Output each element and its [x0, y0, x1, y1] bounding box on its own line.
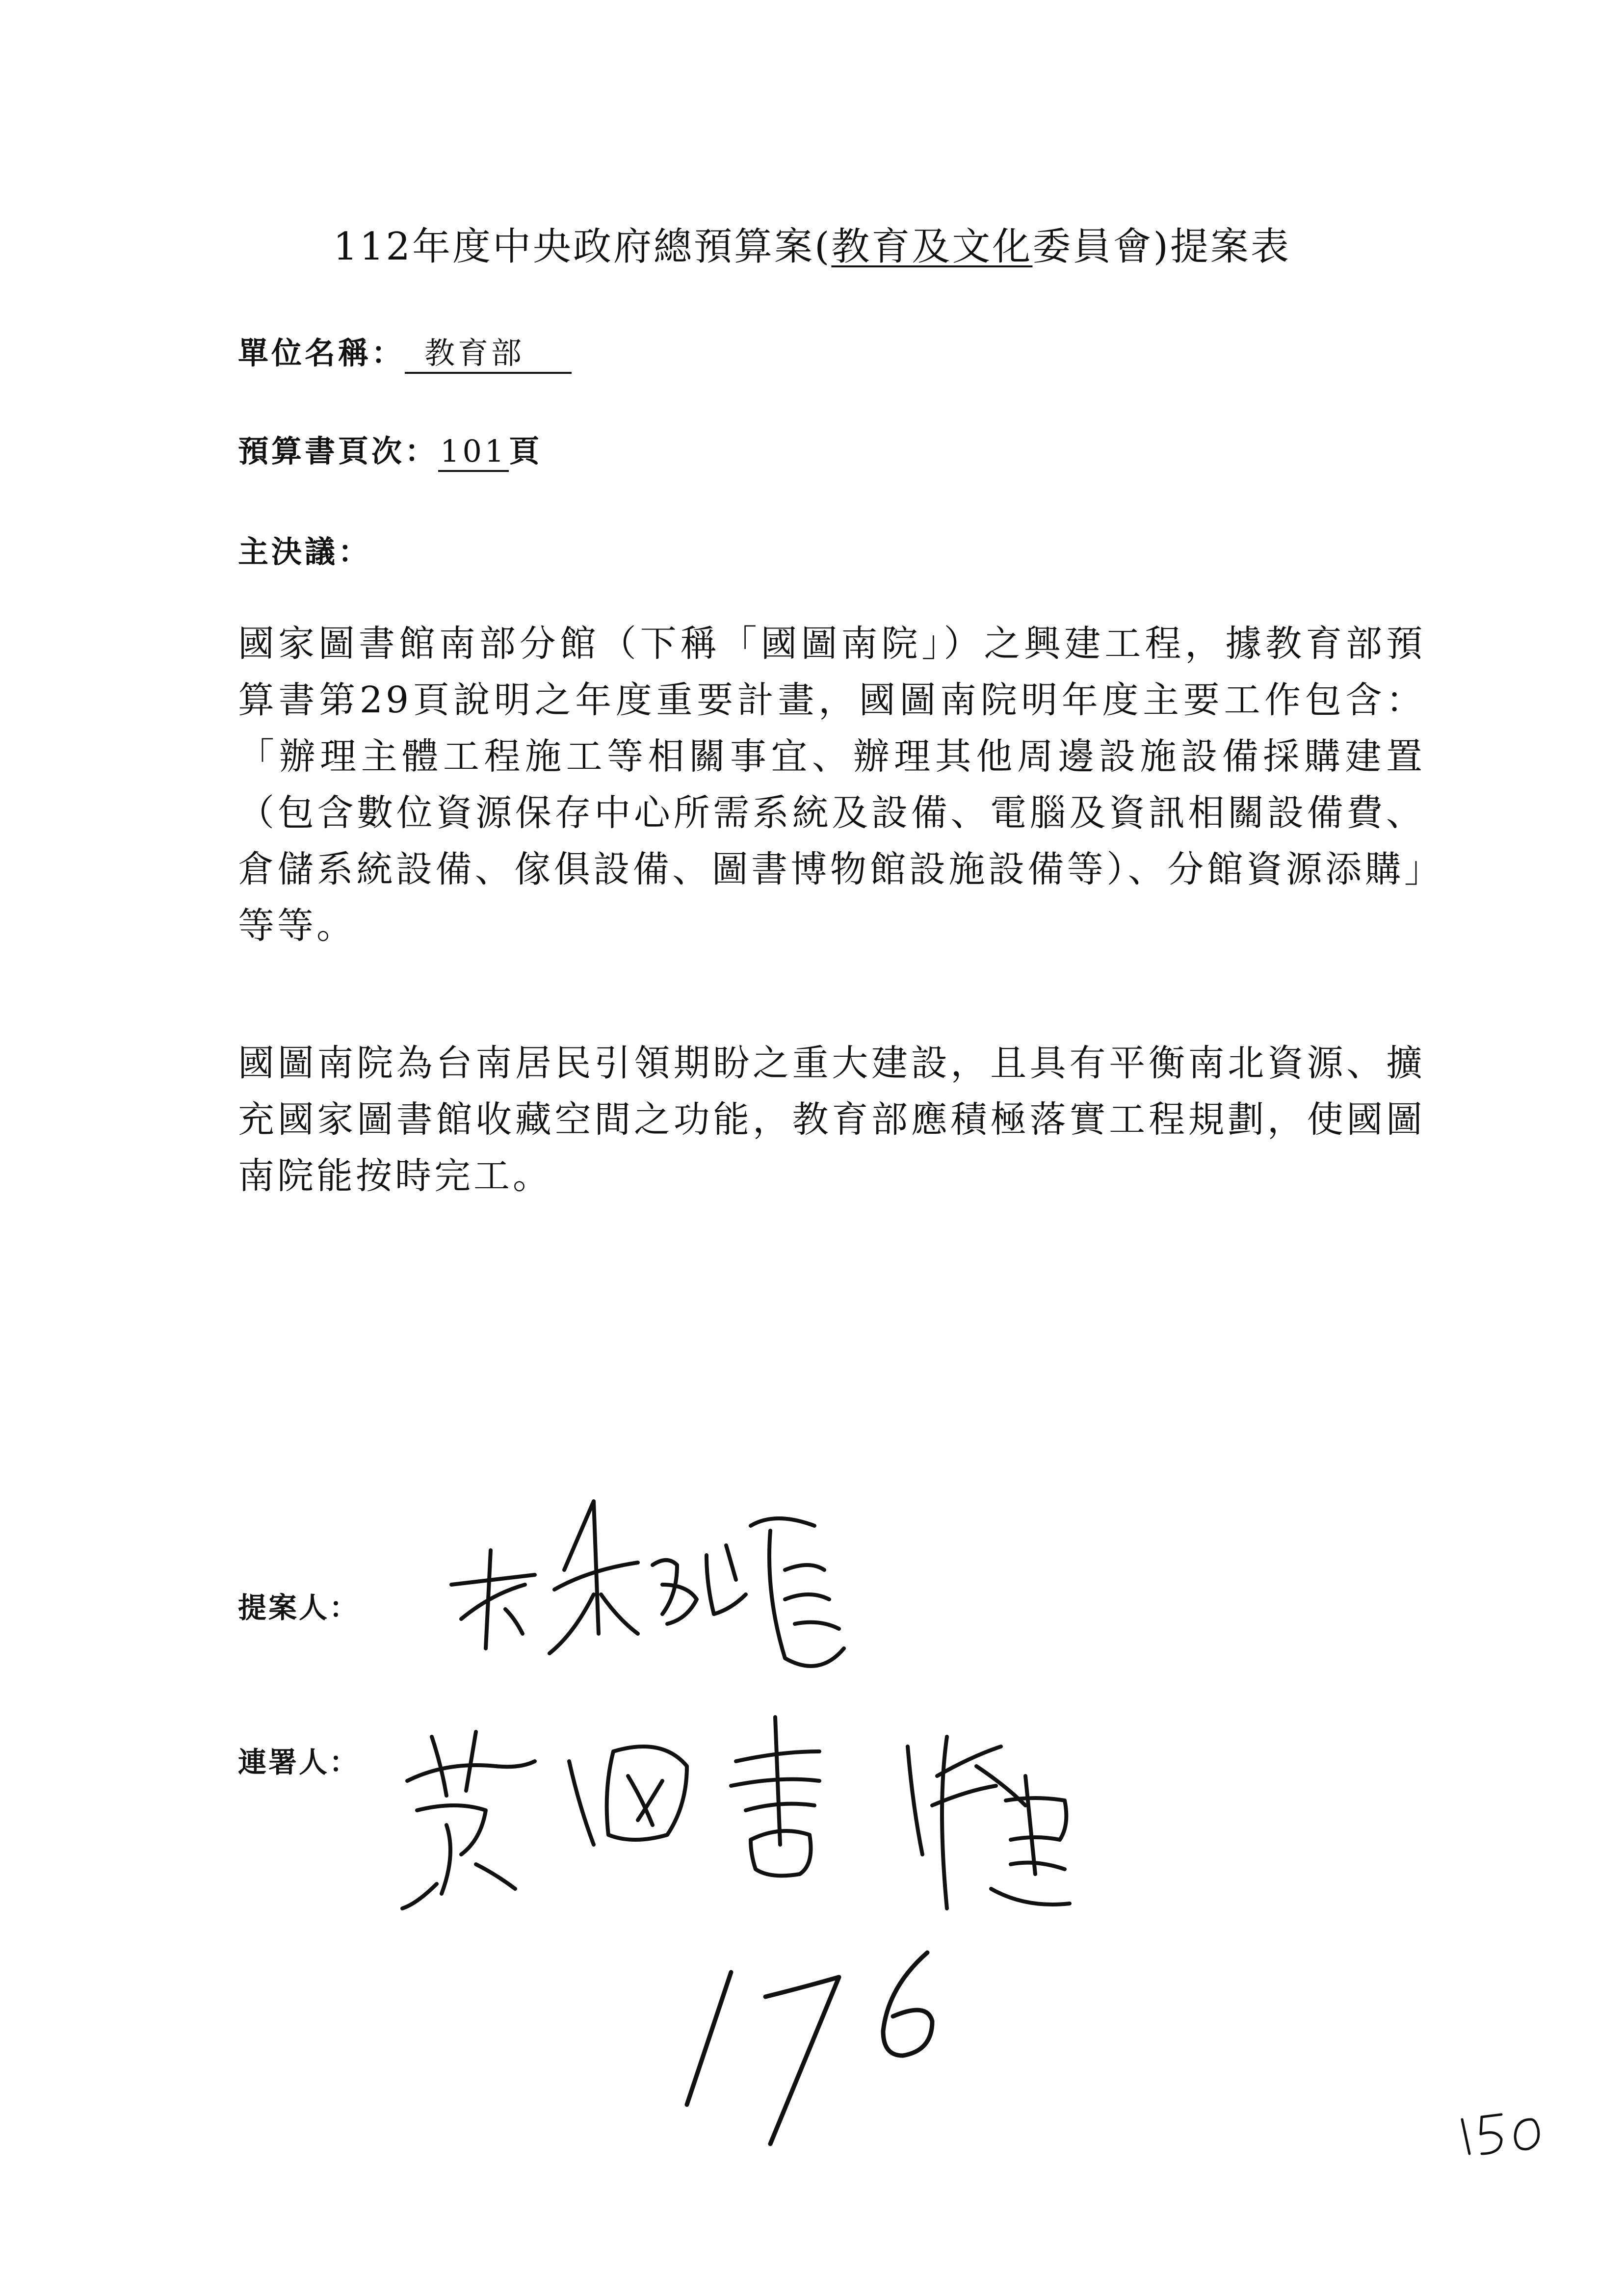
budget-page-unit: 頁 — [509, 433, 543, 469]
page-title — [0, 216, 1624, 271]
proposer-signature — [432, 1472, 922, 1693]
budget-page-value: 101 — [438, 435, 509, 472]
body-paragraph-2: 國圖南院為台南居民引領期盼之重大建設，且具有平衡南北資源、擴充國家圖書館收藏空間之功能，教育部應積極落實工程規劃，使國圖南院能按時完工。 — [238, 1042, 1425, 1197]
cosigner-label: 連署人： — [238, 1746, 360, 1779]
title-prefix: 112年度中央政府總預算案( — [333, 225, 832, 269]
body-paragraph-1: 國家圖書館南部分館（下稱「國圖南院」）之興建工程，據教育部預算書第29頁說明之年度重要計畫，國圖南院明年度主要工作包含：「辦理主體工程施工等相關事宜、辦理其他周邊設施設備採購建置（包含數位資源保存中心所需系統及設備、電腦及資訊相關設備費、倉儲系統設備、傢俱設備、圖書博物館設施設備等）、分館資源添購」等等。 — [238, 623, 1425, 947]
title-suffix: 委員會)提案表 — [1032, 225, 1291, 269]
title-committee-underlined: 教育及文化 — [831, 225, 1033, 269]
main-resolution-label: 主決議： — [238, 534, 372, 570]
proposer-label: 提案人： — [238, 1591, 360, 1624]
unit-name-value: 教育部 — [405, 337, 572, 374]
handwritten-number-176 — [677, 1943, 952, 2159]
handwritten-number-150 — [1452, 2100, 1550, 2164]
unit-name-label: 單位名稱： — [238, 335, 405, 371]
cosigner-signatures — [388, 1678, 1197, 1933]
budget-page-label: 預算書頁次： — [238, 433, 439, 469]
budget-page-row — [238, 427, 542, 472]
main-resolution-row — [238, 527, 371, 571]
unit-name-row — [238, 329, 572, 374]
